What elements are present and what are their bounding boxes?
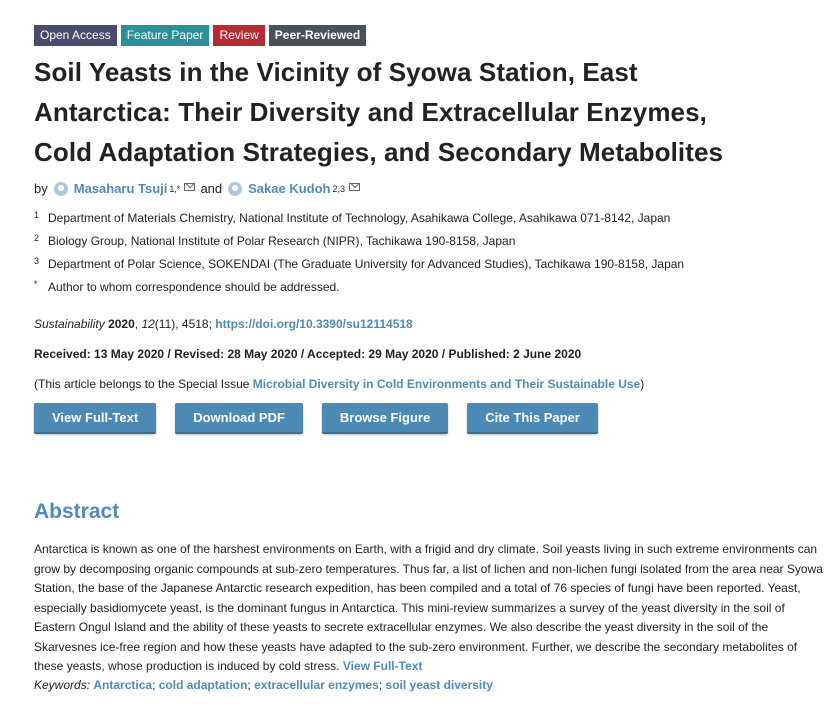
abstract-heading: Abstract bbox=[34, 500, 120, 523]
and-label: and bbox=[200, 181, 223, 196]
affiliation-item bbox=[34, 207, 824, 230]
cite-this-paper-button[interactable]: Cite This Paper bbox=[467, 403, 598, 434]
article-title bbox=[34, 52, 824, 172]
by-label: by bbox=[34, 181, 48, 196]
affiliation-list bbox=[34, 207, 824, 299]
abstract-body bbox=[34, 540, 824, 677]
title-line: Antarctica: Their Diversity and Extracellular Enzymes, bbox=[34, 97, 707, 127]
special-issue-link[interactable]: Microbial Diversity in Cold Environments and Their Sustainable Use bbox=[252, 377, 641, 391]
author-name-kudoh[interactable]: Sakae Kudoh bbox=[248, 181, 331, 196]
keyword-link[interactable]: Antarctica bbox=[93, 677, 153, 692]
special-issue-note bbox=[34, 377, 824, 391]
title-line: Cold Adaptation Strategies, and Secondary Metabolites bbox=[34, 137, 724, 167]
special-issue-suffix: ) bbox=[640, 377, 645, 391]
affiliation-text: Department of Materials Chemistry, National Institute of Technology, Asahikawa College, Asahikawa 071-8142, Japan bbox=[48, 211, 671, 225]
abstract-text: Antarctica is known as one of the harshest environments on Earth, with a frigid and dry climate. Soil yeasts living in such extreme environments can grow by decomposing organic compounds at sub-zero temperatures. Thus far, a list of lichen and non-lichen fungi isolated from the area near Syowa Station, the base of the Japanese Antarctic research expedition, has been compiled and a total of 76 species of fungi have been reported. Yeast, especially basidiomycete yeast, is the dominant fungus in Antarctica. This mini-review summarizes a survey of the yeast diversity in the soil of Eastern Ongul Island and the ability of these yeasts to secrete extracellular enzymes. We also describe the yeast diversity in the soil of the Skarvesnes ice-free region and how these yeasts have adapted to the sub-zero environment. Further, we describe the secondary metabolites of these yeasts, whose production is induced by cold stress. bbox=[34, 542, 823, 673]
view-full-text-button[interactable]: View Full-Text bbox=[34, 403, 156, 434]
open-access-badge[interactable]: Open Access bbox=[34, 25, 117, 46]
affiliation-item bbox=[34, 253, 824, 276]
keyword-link[interactable]: extracellular enzymes bbox=[254, 677, 379, 692]
abstract-view-full-text-link[interactable]: View Full-Text bbox=[342, 659, 423, 673]
author-profile-icon[interactable] bbox=[228, 182, 244, 196]
keywords-label: Keywords: bbox=[34, 677, 91, 692]
keyword-link[interactable]: soil yeast diversity bbox=[385, 677, 493, 692]
author-list: by Masaharu Tsuji 1,* and Sakae Kudoh 2,3 bbox=[34, 180, 824, 198]
keyword-separator: ; bbox=[247, 677, 251, 692]
affiliation-text: Department of Polar Science, SOKENDAI (The Graduate University for Advanced Studies), Tachikawa 190-8158, Japan bbox=[48, 257, 685, 271]
feature-paper-badge[interactable]: Feature Paper bbox=[121, 25, 210, 46]
citation-year: 2020 bbox=[108, 317, 135, 331]
author-profile-icon[interactable] bbox=[54, 182, 70, 196]
keywords-line bbox=[34, 678, 824, 692]
affiliation-item bbox=[34, 276, 824, 299]
article-header bbox=[34, 25, 824, 692]
email-icon[interactable] bbox=[349, 183, 360, 191]
affiliation-number: 3 bbox=[34, 256, 40, 266]
author-name-tsuji[interactable]: Masaharu Tsuji bbox=[73, 181, 168, 196]
journal-name: Sustainability bbox=[34, 317, 105, 331]
affiliation-text: Author to whom correspondence should be addressed. bbox=[48, 280, 340, 294]
keyword-separator: ; bbox=[152, 677, 156, 692]
action-buttons bbox=[34, 403, 824, 434]
email-icon[interactable] bbox=[184, 183, 195, 191]
publication-dates: Received: 13 May 2020 / Revised: 28 May 2020 / Accepted: 29 May 2020 / Published: 2 June 2020 bbox=[34, 347, 582, 361]
doi-link[interactable]: https://doi.org/10.3390/su12114518 bbox=[215, 317, 413, 331]
peer-reviewed-badge[interactable]: Peer-Reviewed bbox=[269, 25, 366, 46]
affiliation-number: 1 bbox=[34, 210, 40, 220]
citation-volume: 12 bbox=[141, 317, 155, 331]
affiliation-number: * bbox=[34, 279, 38, 289]
affiliation-item bbox=[34, 230, 824, 253]
title-line: Soil Yeasts in the Vicinity of Syowa Station, East bbox=[34, 57, 638, 87]
citation-line: Sustainability 2020, 12(11), 4518; https://doi.org/10.3390/su12114518 bbox=[34, 317, 413, 331]
affiliation-number: 2 bbox=[34, 233, 40, 243]
special-issue-prefix: (This article belongs to the Special Issue bbox=[34, 377, 250, 391]
keyword-separator: ; bbox=[378, 677, 383, 692]
citation-issue-pages: (11), 4518; bbox=[154, 317, 212, 331]
review-badge[interactable]: Review bbox=[213, 25, 264, 46]
browse-figure-button[interactable]: Browse Figure bbox=[322, 403, 448, 434]
badge-row bbox=[34, 25, 824, 46]
affiliation-text: Biology Group, National Institute of Polar Research (NIPR), Tachikawa 190-8158, Japan bbox=[48, 234, 516, 248]
keyword-link[interactable]: cold adaptation bbox=[158, 677, 248, 692]
download-pdf-button[interactable]: Download PDF bbox=[175, 403, 303, 434]
